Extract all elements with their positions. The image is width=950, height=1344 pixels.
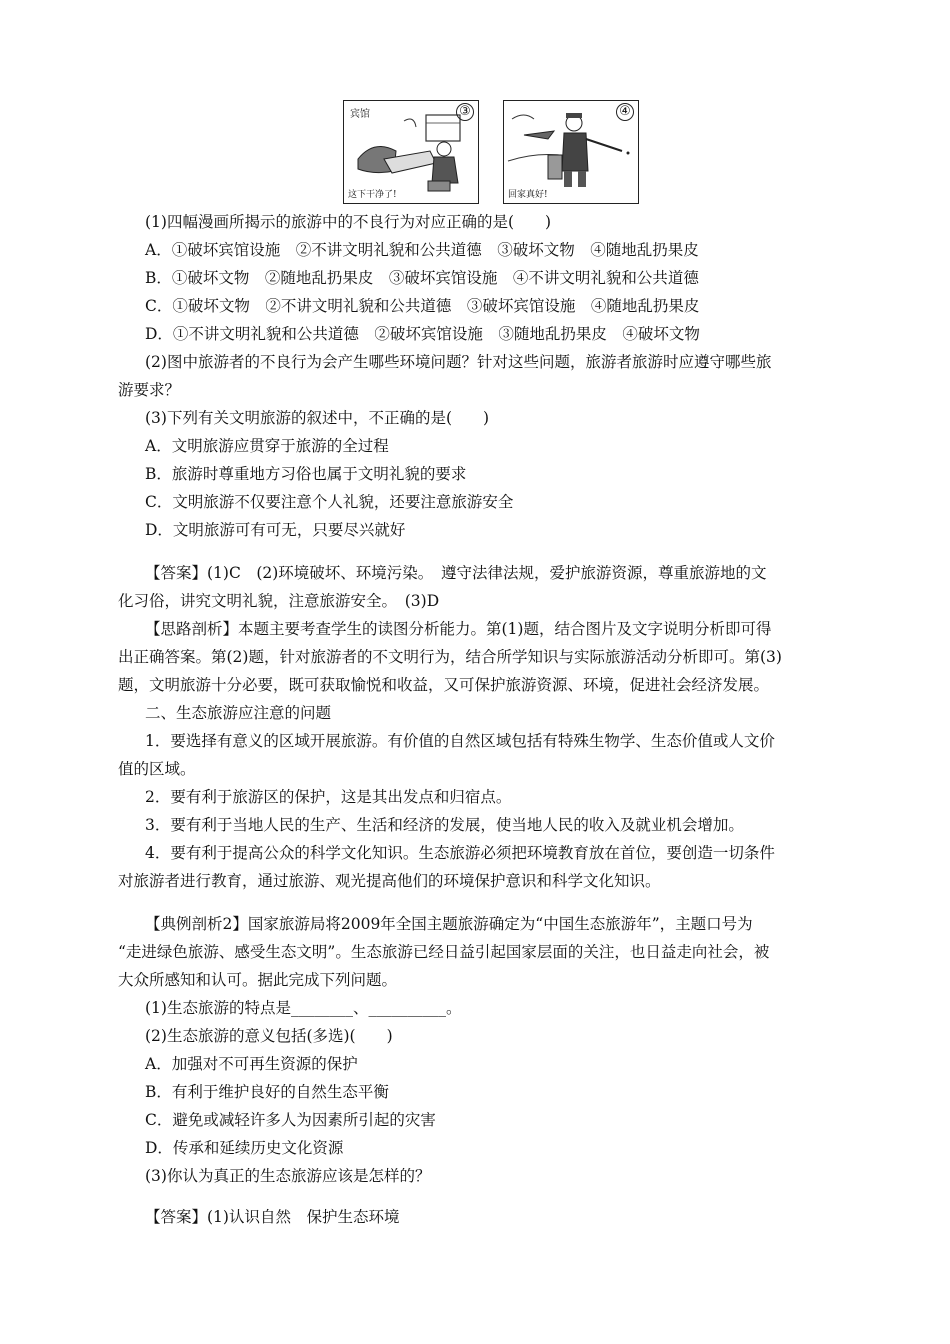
example-2-option-c: C．避免或减轻许多人为因素所引起的灾害 <box>145 1111 436 1129</box>
section-2-item-1-line-1: 1．要选择有意义的区域开展旅游。有价值的自然区域包括有特殊生物学、生态价值或人文价 <box>145 732 775 750</box>
q3-stem: (3)下列有关文明旅游的叙述中，不正确的是( ) <box>145 409 490 427</box>
cartoon-3-top-caption: 宾馆 <box>350 109 370 120</box>
example-2-line-3: 大众所感知和认可。据此完成下列问题。 <box>118 971 398 989</box>
cartoon-3-number: ③ <box>456 103 474 121</box>
example-2-q1: (1)生态旅游的特点是________、__________。 <box>145 999 462 1017</box>
section-2-item-4-line-2: 对旅游者进行教育，通过旅游、观光提高他们的环境保护意识和科学文化知识。 <box>118 872 661 890</box>
cartoon-4 <box>503 100 639 204</box>
q3-option-d: D．文明旅游可有可无，只要尽兴就好 <box>145 521 406 539</box>
q2-line-1: (2)图中旅游者的不良行为会产生哪些环境问题？针对这些问题，旅游者旅游时应遵守哪些旅 <box>145 353 772 371</box>
cartoon-3-bottom-caption: 这下干净了! <box>348 190 397 200</box>
q1-option-d: D．①不讲文明礼貌和公共道德 ②破坏宾馆设施 ③随地乱扔果皮 ④破坏文物 <box>145 325 700 343</box>
example-2-line-1: 【典例剖析2】国家旅游局将2009年全国主题旅游确定为“中国生态旅游年”，主题口号为 <box>145 915 753 933</box>
question-block-1 <box>118 208 841 544</box>
answer-2: 【答案】(1)认识自然 保护生态环境 <box>145 1208 400 1226</box>
q1-option-b: B．①破坏文物 ②随地乱扔果皮 ③破坏宾馆设施 ④不讲文明礼貌和公共道德 <box>145 269 699 287</box>
example-2-option-b: B．有利于维护良好的自然生态平衡 <box>145 1083 389 1101</box>
q1-option-c: C．①破坏文物 ②不讲文明礼貌和公共道德 ③破坏宾馆设施 ④随地乱扔果皮 <box>145 297 700 315</box>
example-2-option-d: D．传承和延续历史文化资源 <box>145 1139 344 1157</box>
cartoon-illustrations <box>343 100 643 204</box>
section-2-item-2: 2．要有利于旅游区的保护，这是其出发点和归宿点。 <box>145 788 512 806</box>
cartoon-4-number: ④ <box>616 103 634 121</box>
cartoon-3 <box>343 100 479 204</box>
section-2-heading: 二、生态旅游应注意的问题 <box>145 704 332 722</box>
q3-option-c: C．文明旅游不仅要注意个人礼貌，还要注意旅游安全 <box>145 493 514 511</box>
section-2-item-1-line-2: 值的区域。 <box>118 760 196 778</box>
example-2-option-a: A．加强对不可再生资源的保护 <box>145 1055 358 1073</box>
example-2-block <box>118 910 841 1190</box>
answer-1-line-2: 化习俗，讲究文明礼貌，注意旅游安全。 (3)D <box>118 592 440 610</box>
answer-analysis-block <box>118 559 841 895</box>
q1-option-a: A．①破坏宾馆设施 ②不讲文明礼貌和公共道德 ③破坏文物 ④随地乱扔果皮 <box>145 241 699 259</box>
answer-2-block <box>145 1203 841 1231</box>
cartoon-4-bottom-caption: 回家真好! <box>508 190 548 200</box>
q3-option-b: B．旅游时尊重地方习俗也属于文明礼貌的要求 <box>145 465 467 483</box>
example-2-q2: (2)生态旅游的意义包括(多选)( ) <box>145 1027 393 1045</box>
q1-stem: (1)四幅漫画所揭示的旅游中的不良行为对应正确的是( ) <box>145 213 552 231</box>
q2-line-2: 游要求？ <box>118 381 181 399</box>
section-2-item-3: 3．要有利于当地人民的生产、生活和经济的发展，使当地人民的收入及就业机会增加。 <box>145 816 744 834</box>
analysis-line-2: 出正确答案。第(2)题，针对旅游者的不文明行为，结合所学知识与实际旅游活动分析即可。第(3) <box>118 648 782 666</box>
example-2-q3: (3)你认为真正的生态旅游应该是怎样的？ <box>145 1167 431 1185</box>
section-2-item-4-line-1: 4．要有利于提高公众的科学文化知识。生态旅游必须把环境教育放在首位，要创造一切条件 <box>145 844 775 862</box>
analysis-line-3: 题，文明旅游十分必要，既可获取愉悦和收益，又可保护旅游资源、环境，促进社会经济发展。 <box>118 676 770 694</box>
q3-option-a: A．文明旅游应贯穿于旅游的全过程 <box>145 437 389 455</box>
example-2-line-2: “走进绿色旅游、感受生态文明”。生态旅游已经日益引起国家层面的关注，也日益走向社会，被 <box>118 943 770 961</box>
answer-1-line-1: 【答案】(1)C (2)环境破坏、环境污染。 遵守法律法规，爱护旅游资源，尊重旅游地的文 <box>145 564 767 582</box>
analysis-line-1: 【思路剖析】本题主要考查学生的读图分析能力。第(1)题，结合图片及文字说明分析即可得 <box>145 620 772 638</box>
